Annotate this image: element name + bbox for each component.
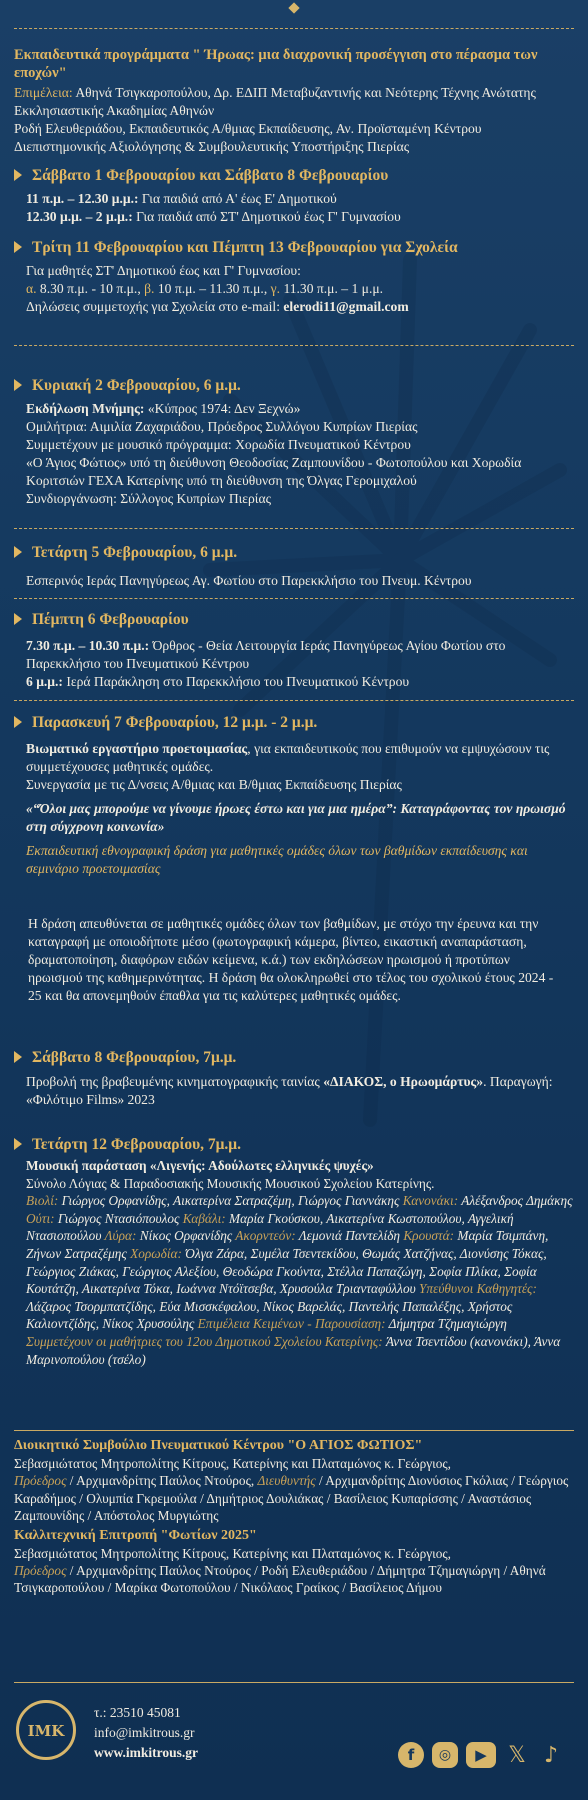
saturdays-schedule xyxy=(14,190,574,226)
teachers-names: Λάζαρος Τσορμπατζίδης, Εύα Μισσκέφαλου, Νίκος Βαρελάς, Παντελής Παπαλέξης, Χρήστος Καλιοντζίδης, Νίκος Χρυσούλης xyxy=(26,1298,513,1332)
footer-contacts xyxy=(94,1703,198,1763)
committee-president-label: Πρόεδρος xyxy=(14,1563,67,1579)
metropolis-logo xyxy=(16,1700,76,1760)
kanonaki-label: Κανονάκι: xyxy=(402,1193,459,1209)
board-title: Διοικητικό Συμβούλιο Πνευματικού Κέντρου "Ο ΑΓΙΟΣ ΦΩΤΙΟΣ" xyxy=(14,1438,423,1453)
friday-7-italic: Εκπαιδευτική εθνογραφική δράση για μαθητικές ομάδες όλων των βαθμίδων εκπαίδευσης και σεμινάριο προετοιμασίας xyxy=(26,843,528,876)
sunday-2-heading-text: Κυριακή 2 Φεβρουαρίου, 6 μ.μ. xyxy=(32,377,241,394)
teachers-label: Υπεύθυνοι Καθηγητές: xyxy=(419,1281,537,1297)
sunday-2-line-2: Συμμετέχουν με μουσικό πρόγραμμα: Χορωδία Πνευματικού Κέντρου xyxy=(26,437,411,452)
sunday-2-line-4: Συνδιοργάνωση: Σύλλογος Κυπρίων Πιερίας xyxy=(26,491,271,506)
director-label: Διευθυντής xyxy=(257,1473,316,1489)
friday-7-heading xyxy=(14,713,574,732)
divider-1 xyxy=(14,345,574,346)
texts-names: Δήμητρα Τζημαγιώργη xyxy=(385,1316,507,1332)
oud-label: Ούτι: xyxy=(26,1210,55,1226)
divider-4 xyxy=(14,700,574,701)
accordion-label: Ακορντεόν: xyxy=(235,1228,296,1244)
schools-heading xyxy=(14,238,574,257)
texts-label: Επιμέλεια Κειμένων - Παρουσίαση: xyxy=(197,1316,386,1332)
slot-b-text: 10 π.μ. – 11.30 π.μ., xyxy=(154,281,271,296)
committee-members xyxy=(14,1562,574,1597)
board-members-1: / Αρχιμανδρίτης Παύλος Ντούρος, xyxy=(66,1473,258,1489)
facebook-icon[interactable]: f xyxy=(398,1742,424,1768)
concert-ensemble: Σύνολο Λόγιας & Παραδοσιακής Μουσικής Μουσικού Σχολείου Κατερίνης. xyxy=(26,1175,435,1191)
editing-label: Επιμέλεια: xyxy=(14,85,73,100)
slot-c-label: γ. xyxy=(270,281,281,296)
memorial-label: Εκδήλωση Μνήμης: xyxy=(26,401,145,416)
film-intro: Προβολή της βραβευμένης κινηματογραφικής ταινίας xyxy=(26,1074,324,1089)
sat-text-2: Για παιδιά από ΣΤ' Δημοτικού έως Γ' Γυμνασίου xyxy=(132,209,401,224)
schools-heading-text: Τρίτη 11 Φεβρουαρίου και Πέμπτη 13 Φεβρουαρίου για Σχολεία xyxy=(32,239,458,256)
concert-credits xyxy=(26,1192,574,1368)
schools-email-link[interactable]: elerodi11@gmail.com xyxy=(283,299,409,314)
wednesday-5-heading-text: Τετάρτη 5 Φεβρουαρίου, 6 μ.μ. xyxy=(32,544,238,561)
percussion-names: Μαρία Τσιμπάνη, Ζήνων Σατραζέμης xyxy=(26,1228,549,1261)
friday-7-section xyxy=(14,713,574,878)
film-production: . Παραγωγή: «Φιλότιμο Films» 2023 xyxy=(26,1074,553,1107)
sunday-2-body xyxy=(14,400,574,508)
friday-7-quote: «“Όλοι μας μπορούμε να γίνουμε ήρωες έστω και για μια ημέρα”: Καταγράφοντας τον ηρωισμό στη σύγχρονη κοινωνία» xyxy=(26,801,566,834)
board-members-2: / Αρχιμανδρίτης Διονύσιος Γκόλιας / Γεώργιος Καραδήμος / Ολυμπία Γκρεμούλα / Δημήτριος Δουλιάκας / Βασίλειος Κυπαρίσσης / Αναστάσιος Ζαμπουνίδης / Απόστολος Μυργιώτης xyxy=(14,1473,569,1524)
action-description: Η δράση απευθύνεται σε μαθητικές ομάδες όλων των βαθμίδων, με στόχο την έρευνα και την καταγραφή με οποιοδήποτε μέσο (φωτογραφική κάμερα, βίντεο, εικαστική αναπαράσταση, δραματοποίηση, διαφόρων ειδών κείμενα, κ.ά.) των εκδηλώσεων ηρωισμού ή προτύπων ηρωισμού της καθημερινότητας. Η δράση θα ολοκληρωθεί στο τέλος του σχολικού έτους 2024 - 25 και θα απονεμηθούν έπαθλα για τις καλύτερες μαθητικές ομάδες. xyxy=(28,916,554,1003)
x-icon[interactable]: 𝕏 xyxy=(508,1742,526,1768)
percussion-label: Κρουστά: xyxy=(403,1228,455,1244)
slot-b-label: β. xyxy=(144,281,155,296)
triangle-bullet-icon xyxy=(14,716,22,728)
programs-section xyxy=(14,46,574,316)
wednesday-12-section xyxy=(14,1135,574,1368)
triangle-bullet-icon xyxy=(14,613,22,625)
wednesday-12-heading-text: Τετάρτη 12 Φεβρουαρίου, 7μ.μ. xyxy=(32,1136,241,1153)
footer-email[interactable]: info@imkitrous.gr xyxy=(94,1725,195,1740)
friday-7-line-2: Συνεργασία με τις Δ/νσεις Α/θμιας και Β/θμιας Εκπαίδευσης Πιερίας xyxy=(26,777,402,792)
divider-footer xyxy=(14,1682,574,1683)
kavali-names: Μαρία Γκούσκου, Αικατερίνα Κωστοπούλου, Αγγελική Ντασιοπούλου xyxy=(26,1210,514,1244)
slot-c-text: 11.30 π.μ. – 1 μ.μ. xyxy=(280,281,384,296)
instagram-icon[interactable]: ◎ xyxy=(432,1742,458,1768)
lyra-names: Νίκος Ορφανίδης xyxy=(136,1228,236,1244)
committee-members-text: / Αρχιμανδρίτης Παύλος Ντούρος / Ροδή Ελευθεριάδου / Δήμητρα Τζημαγιώργη / Αθηνά Τσιγκαροπούλου / Μαρίκα Φωτοπούλου / Νικόλαος Γραίκος / Βασίλειος Δήμου xyxy=(14,1563,546,1596)
thu-time-1: 7.30 π.μ. – 10.30 π.μ.: xyxy=(26,638,150,653)
logo-emblem-icon xyxy=(19,1703,73,1757)
triangle-bullet-icon xyxy=(14,379,22,391)
divider-2 xyxy=(14,528,574,529)
workshop-title: Βιωματικό εργαστήριο προετοιμασίας xyxy=(26,741,248,756)
board-section xyxy=(14,1437,574,1597)
board-line-1: Σεβασμιώτατος Μητροπολίτης Κίτρους, Κατερίνης και Πλαταμώνος κ. Γεώργιος, xyxy=(14,1456,451,1471)
triangle-bullet-icon xyxy=(14,1138,22,1150)
saturday-8-section xyxy=(14,1048,574,1109)
sat-text-1: Για παιδιά από Α' έως Ε' Δημοτικού xyxy=(138,191,337,206)
thu-time-2: 6 μ.μ.: xyxy=(26,674,63,689)
saturday-8-body xyxy=(14,1073,574,1109)
committee-title: Καλλιτεχνική Επιτροπή "Φωτίων 2025" xyxy=(14,1527,257,1543)
slot-a-label: α. xyxy=(26,281,37,296)
wednesday-12-body xyxy=(14,1157,574,1368)
schools-line-1: Για μαθητές ΣΤ' Δημοτικού έως και Γ' Γυμνασίου: xyxy=(26,263,301,278)
divider-top xyxy=(14,28,574,29)
schools-schedule xyxy=(14,262,574,316)
programs-title: Εκπαιδευτικά προγράμματα " Ήρωας: μια διαχρονική προσέγγιση στο πέρασμα των εποχών" xyxy=(14,47,538,81)
memorial-title: «Κύπρος 1974: Δεν Ξεχνώ» xyxy=(144,401,301,416)
violin-names: Γιώργος Ορφανίδης, Αικατερίνα Σατραζέμη, Γιώργος Γιαννάκης xyxy=(58,1193,403,1209)
ornament-diamond xyxy=(288,2,299,13)
choir-names: Όλγα Ζάρα, Συμέλα Τσεντεκίδου, Θωμάς Χατζήνας, Διονύσης Τόκας, Γεώργιος Ζιάκας, Γεώργιος Αλεξίου, Θεοδώρα Γκούντα, Στέλλα Παπαζώγη, Σοφία Πλίκα, Σοφία Κουτάτζη, Αικατερίνα Τόκα, Ιωάννα Ντόϊτσεβα, Χρυσούλα Τριανταφύλλου xyxy=(26,1245,547,1297)
participants-names: Άννα Τσεντίδου (κανονάκι), Άννα Μαρινοπούλου (τσέλο) xyxy=(26,1333,561,1367)
saturday-8-heading xyxy=(14,1048,574,1067)
editing-line xyxy=(14,84,574,120)
president-label: Πρόεδρος xyxy=(14,1473,67,1489)
choir-label: Χορωδία: xyxy=(130,1245,182,1261)
divider-3 xyxy=(14,598,574,599)
editing-line-2: Ροδή Ελευθεριάδου, Εκπαιδευτικός Α/θμιας Εκπαίδευσης, Αν. Προϊσταμένη Κέντρου Διεπιστημονικής Αξιολόγησης & Συμβουλευτικής Υποστήριξης Πιερίας xyxy=(14,121,482,154)
saturdays-heading-text: Σάββατο 1 Φεβρουαρίου και Σάββατο 8 Φεβρουαρίου xyxy=(32,167,389,184)
wednesday-5-heading xyxy=(14,543,574,562)
sat-time-2: 12.30 μ.μ. – 2 μ.μ.: xyxy=(26,209,133,224)
editing-text: Αθηνά Τσιγκαροπούλου, Δρ. ΕΔΙΠ Μεταβυζαντινής και Νεότερης Τέχνης Ανώτατης Εκκλησιαστικής Ακαδημίας Αθηνών xyxy=(14,85,536,118)
thu-text-1: Όρθρος - Θεία Λειτουργία Ιεράς Πανηγύρεως Αγίου Φωτίου στο Παρεκκλήσιο του Πνευματικού Κέντρου xyxy=(26,638,506,671)
violin-label: Βιολί: xyxy=(26,1193,59,1209)
sunday-2-line-3: «Ο Άγιος Φώτιος» υπό τη διεύθυνση Θεοδοσίας Ζαμπουνίδου - Φωτοπούλου και Χορωδία Κοριτσιών ΓΕΧΑ Κατερίνης υπό τη διεύθυνση της Όλγας Γερομιχαλού xyxy=(26,455,522,488)
wednesday-12-heading xyxy=(14,1135,574,1154)
thursday-6-heading xyxy=(14,610,574,629)
sunday-2-heading xyxy=(14,376,574,395)
triangle-bullet-icon xyxy=(14,241,22,253)
thursday-6-body xyxy=(14,637,574,691)
oud-names: Γιώργος Ντασιόπουλος xyxy=(54,1210,183,1226)
friday-7-heading-text: Παρασκευή 7 Φεβρουαρίου, 12 μ.μ. - 2 μ.μ. xyxy=(32,714,318,731)
wednesday-5-section xyxy=(14,543,574,590)
sat-time-1: 11 π.μ. – 12.30 μ.μ.: xyxy=(26,191,139,206)
triangle-bullet-icon xyxy=(14,546,22,558)
logo-monogram: ΙΜΚ xyxy=(27,1722,65,1740)
kanonaki-names: Αλέξανδρος Δημάκης xyxy=(458,1193,573,1209)
thu-text-2: Ιερά Παράκληση στο Παρεκκλήσιο του Πνευματικού Κέντρου xyxy=(62,674,410,689)
saturdays-heading xyxy=(14,166,574,185)
board-members xyxy=(14,1472,574,1524)
participants-label: Συμμετέχουν οι μαθήτριες του 12ου Δημοτικού Σχολείου Κατερίνης: xyxy=(26,1333,383,1349)
tiktok-icon[interactable]: ♪ xyxy=(543,1742,559,1768)
sunday-2-section xyxy=(14,376,574,508)
saturday-8-heading-text: Σάββατο 8 Φεβρουαρίου, 7μ.μ. xyxy=(32,1049,237,1066)
wednesday-5-line: Εσπερινός Ιεράς Πανηγύρεως Αγ. Φωτίου στο Παρεκκλήσιο του Πνευμ. Κέντρου xyxy=(26,573,472,588)
thursday-6-section xyxy=(14,610,574,691)
film-title: «ΔΙΑΚΟΣ, ο Ηρωομάρτυς» xyxy=(323,1074,484,1089)
sunday-2-line-1: Ομιλήτρια: Αιμιλία Ζαχαριάδου, Πρόεδρος Συλλόγου Κυπρίων Πιερίας xyxy=(26,419,418,434)
youtube-icon[interactable]: ▶ xyxy=(466,1742,496,1768)
lyra-label: Λύρα: xyxy=(104,1228,137,1244)
thursday-6-heading-text: Πέμπτη 6 Φεβρουαρίου xyxy=(32,611,189,628)
footer-website[interactable]: www.imkitrous.gr xyxy=(94,1745,199,1760)
concert-title: Μουσική παράσταση «Λιγενής: Αδούλωτες ελληνικές ψυχές» xyxy=(26,1158,374,1173)
triangle-bullet-icon xyxy=(14,169,22,181)
schools-email-label: Δηλώσεις συμμετοχής για Σχολεία στο e-mail: xyxy=(26,299,284,314)
slot-a-text: 8.30 π.μ. - 10 π.μ., xyxy=(36,281,145,296)
triangle-bullet-icon xyxy=(14,1051,22,1063)
kavali-label: Καβάλι: xyxy=(182,1210,226,1226)
divider-board xyxy=(14,1430,574,1431)
committee-line-1: Σεβασμιώτατος Μητροπολίτης Κίτρους, Κατερίνης και Πλαταμώνος κ. Γεώργιος, xyxy=(14,1545,451,1561)
friday-7-body xyxy=(14,740,574,878)
footer-phone: τ.: 23510 45081 xyxy=(94,1705,181,1720)
accordion-names: Λεμονιά Παντελίδη xyxy=(295,1228,404,1244)
workshop-text: , για εκπαιδευτικούς που επιθυμούν να εμψυχώσουν τις συμμετέχουσες μαθητικές ομάδες. xyxy=(26,741,550,774)
